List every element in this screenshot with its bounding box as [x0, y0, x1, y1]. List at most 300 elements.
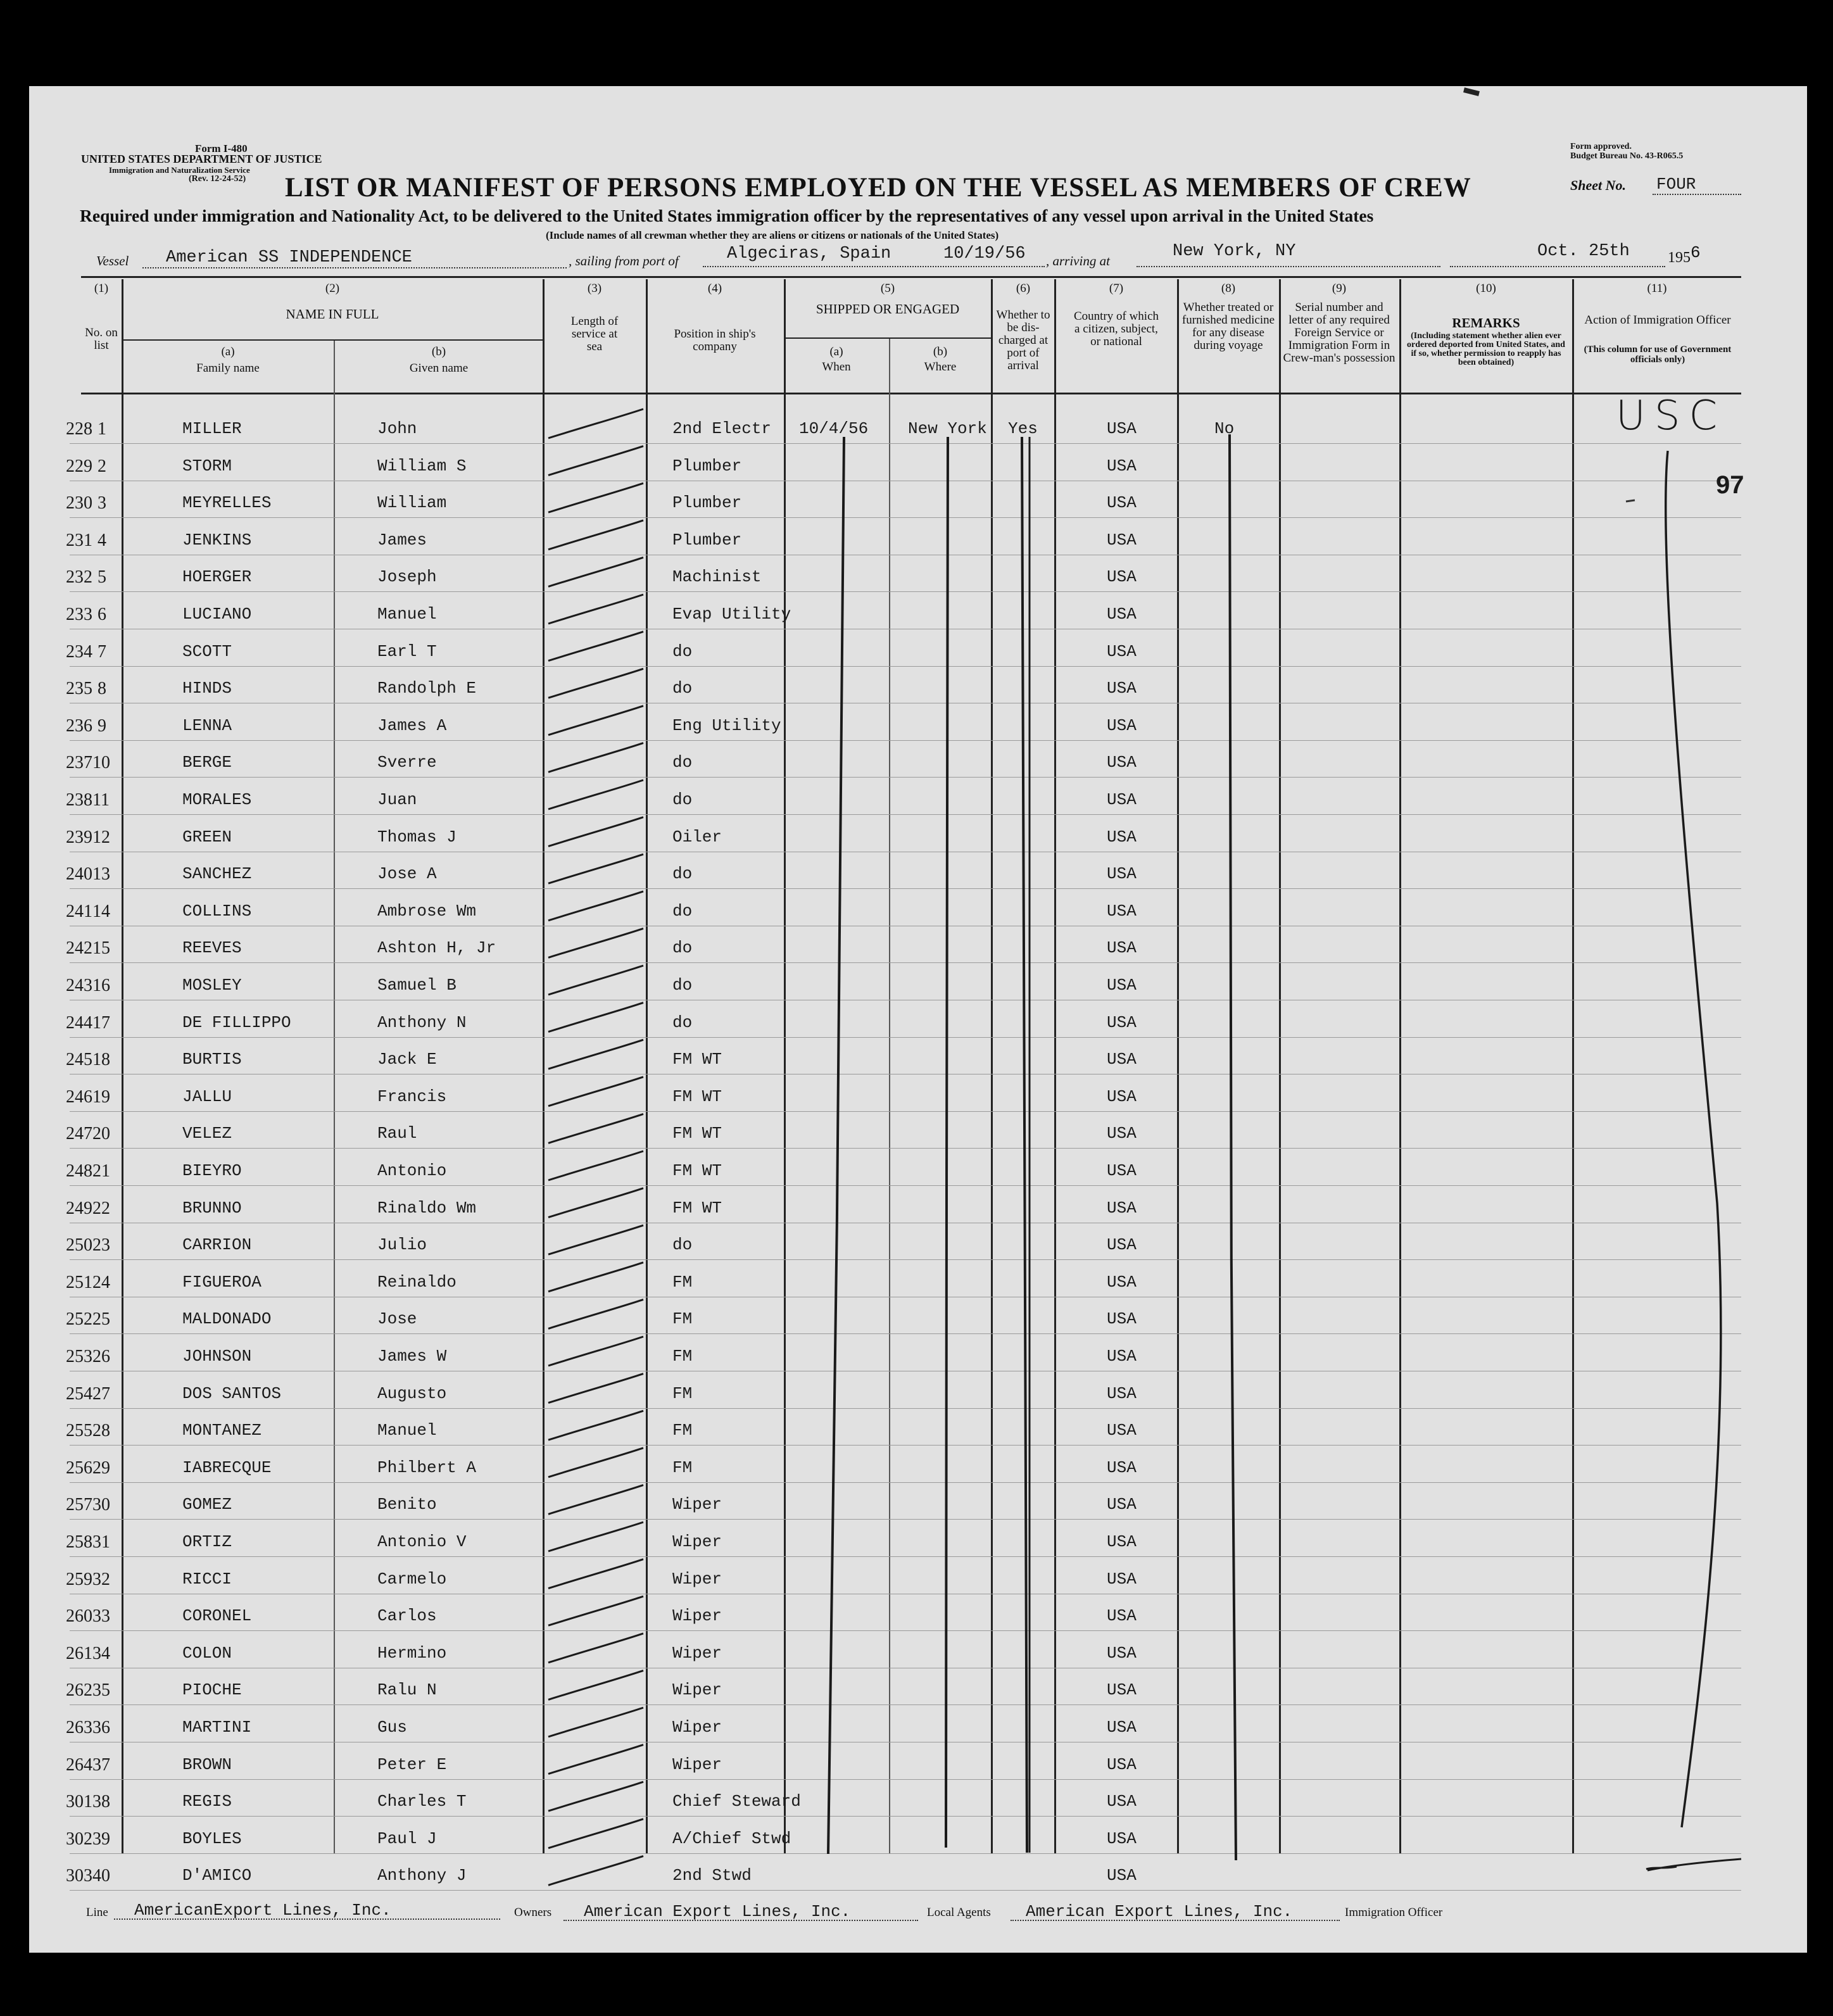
service-slash — [548, 1856, 643, 1885]
col6-heading: Whether to be dis-charged at port of arrival — [996, 308, 1050, 372]
position: FM — [672, 1458, 693, 1477]
row-sequence-number: 37 — [92, 1755, 110, 1775]
position: FM WT — [672, 1050, 722, 1069]
service-slash — [548, 1411, 643, 1440]
country: USA — [1107, 864, 1137, 884]
col11-heading: Action of Immigration Officer — [1584, 313, 1731, 327]
position: 2nd Stwd — [672, 1866, 752, 1886]
country: USA — [1107, 1050, 1137, 1069]
position: FM WT — [672, 1087, 722, 1106]
row-sequence-number: 13 — [92, 864, 110, 885]
family-name: BIEYRO — [182, 1161, 242, 1180]
country: USA — [1107, 456, 1137, 476]
row-sequence-number: 17 — [92, 1012, 110, 1033]
row-list-number: 258 — [66, 1532, 92, 1552]
include-note: (Include names of all crewman whether they are aliens or citizens or nationals of the United States) — [546, 229, 999, 241]
col8-number: (8) — [1221, 282, 1236, 295]
position: Chief Steward — [672, 1792, 801, 1811]
service-slash — [548, 817, 643, 847]
row-list-number: 239 — [66, 827, 92, 847]
given-name: Anthony N — [377, 1012, 467, 1032]
col10-note: (Including statement whether alien ever ordered deported from United States, and if so, whether permission to reapply has been obtained) — [1407, 331, 1565, 367]
col10-heading: REMARKS — [1452, 315, 1520, 331]
line-label: Line — [86, 1906, 108, 1919]
col2a-heading: Family name — [196, 362, 260, 375]
service-slash — [548, 780, 643, 809]
row-list-number: 246 — [66, 1087, 92, 1107]
country: USA — [1107, 1606, 1137, 1626]
arrival-date: Oct. 25th — [1537, 242, 1630, 261]
family-name: ORTIZ — [182, 1532, 232, 1551]
service-slash — [548, 854, 643, 883]
vessel-name: American SS INDEPENDENCE — [166, 248, 412, 267]
page-subtitle: Required under immigration and Nationality Act, to be delivered to the United States immigration officer by the representatives of any vessel upon arrival in the United States — [80, 206, 1374, 225]
service-slash — [548, 1485, 643, 1514]
given-name: Manuel — [377, 605, 437, 624]
family-name: CARRION — [182, 1235, 252, 1255]
form-number: Form I-480 — [195, 142, 248, 154]
position: do — [672, 641, 693, 661]
position: do — [672, 976, 693, 995]
row-list-number: 260 — [66, 1606, 92, 1627]
col2b-heading: Given name — [409, 362, 469, 375]
given-name: Carlos — [377, 1606, 437, 1626]
discharged: Yes — [1008, 419, 1038, 438]
given-name: John — [377, 419, 417, 438]
country: USA — [1107, 679, 1137, 698]
row-list-number: 245 — [66, 1050, 92, 1070]
row-list-number: 233 — [66, 605, 92, 624]
service-slash — [548, 1188, 643, 1218]
row-sequence-number: 39 — [92, 1829, 110, 1849]
family-name: SCOTT — [182, 641, 232, 661]
family-name: BURTIS — [182, 1050, 242, 1069]
row-list-number: 301 — [66, 1792, 92, 1812]
given-name: William — [377, 493, 447, 513]
smudge-top — [1464, 90, 1479, 94]
row-list-number: 229 — [66, 456, 92, 476]
position: Plumber — [672, 530, 742, 550]
arrival-port: New York, NY — [1173, 242, 1296, 261]
given-name: Paul J — [377, 1829, 437, 1848]
country: USA — [1107, 1161, 1137, 1180]
position: do — [672, 753, 693, 772]
country: USA — [1107, 1235, 1137, 1255]
position: Evap Utility — [672, 605, 791, 624]
given-name: James W — [377, 1347, 447, 1366]
given-name: Francis — [377, 1087, 447, 1106]
service-slash — [548, 632, 643, 661]
service-slash — [548, 669, 643, 698]
row-list-number: 257 — [66, 1495, 92, 1515]
family-name: LENNA — [182, 715, 232, 735]
family-name: REGIS — [182, 1792, 232, 1811]
row-list-number: 252 — [66, 1309, 92, 1330]
service-slash — [548, 1708, 643, 1737]
country: USA — [1107, 827, 1137, 847]
family-name: IABRECQUE — [182, 1458, 272, 1477]
small-dash — [1626, 500, 1635, 501]
service-slash — [548, 1151, 643, 1180]
row-list-number: 262 — [66, 1680, 92, 1701]
row-sequence-number: 40 — [92, 1866, 110, 1886]
row-sequence-number: 10 — [92, 753, 110, 773]
position: do — [672, 790, 693, 809]
row-list-number: 253 — [66, 1347, 92, 1366]
year-suffix: 6 — [1691, 243, 1701, 262]
row-sequence-number: 8 — [98, 679, 106, 699]
col2-heading: NAME IN FULL — [286, 306, 379, 322]
country: USA — [1107, 1272, 1137, 1292]
service-slash — [548, 1782, 643, 1811]
given-name: Gus — [377, 1718, 407, 1737]
row-list-number: 237 — [66, 753, 92, 773]
col1-heading: No. on list — [85, 326, 118, 352]
row-list-number: 235 — [66, 679, 92, 699]
col5a-heading: When — [822, 360, 851, 374]
country: USA — [1107, 1347, 1137, 1366]
service-length-slashes — [548, 409, 643, 1885]
departure-date: 10/19/56 — [943, 244, 1026, 263]
country: USA — [1107, 1309, 1137, 1329]
position: Wiper — [672, 1495, 722, 1515]
row-sequence-number: 20 — [92, 1124, 110, 1144]
row-sequence-number: 14 — [92, 901, 110, 921]
owners-underline — [564, 1920, 918, 1921]
family-name: BERGE — [182, 753, 232, 772]
country: USA — [1107, 1829, 1137, 1848]
country: USA — [1107, 1718, 1137, 1737]
position: FM WT — [672, 1124, 722, 1143]
row-sequence-number: 31 — [92, 1532, 110, 1552]
service-slash — [548, 1448, 643, 1477]
owners: American Export Lines, Inc. — [584, 1902, 851, 1921]
row-list-number: 261 — [66, 1643, 92, 1663]
country: USA — [1107, 1198, 1137, 1218]
officer-label: Immigration Officer — [1345, 1906, 1443, 1919]
position: 2nd Electr — [672, 419, 772, 438]
row-list-number: 241 — [66, 901, 92, 921]
row-sequence-number: 24 — [92, 1272, 110, 1292]
col4-number: (4) — [707, 282, 722, 295]
service-slash — [548, 1670, 643, 1699]
given-name: Ralu N — [377, 1680, 437, 1700]
family-name: RICCI — [182, 1569, 232, 1589]
row-sequence-number: 33 — [92, 1606, 110, 1627]
service-slash — [548, 1077, 643, 1106]
col9-number: (9) — [1332, 282, 1347, 295]
family-name: GREEN — [182, 827, 232, 847]
row-sequence-number: 35 — [92, 1680, 110, 1701]
country: USA — [1107, 1124, 1137, 1143]
position: do — [672, 1235, 693, 1255]
service-slash — [548, 557, 643, 586]
given-name: Hermino — [377, 1643, 447, 1663]
service-slash — [548, 706, 643, 735]
sheet-number: FOUR — [1656, 175, 1696, 194]
col2a-number: (a) — [221, 345, 235, 358]
form-revision: (Rev. 12-24-52) — [189, 174, 246, 184]
row-sequence-number: 16 — [92, 976, 110, 995]
service-slash — [548, 595, 643, 624]
country: USA — [1107, 1012, 1137, 1032]
position: Oiler — [672, 827, 722, 847]
position: do — [672, 938, 693, 958]
given-name: Carmelo — [377, 1569, 447, 1589]
row-sequence-number: 27 — [92, 1383, 110, 1404]
position: FM — [672, 1272, 693, 1292]
family-name: JENKINS — [182, 530, 252, 550]
given-name: Peter E — [377, 1755, 447, 1774]
shipped-when: 10/4/56 — [799, 419, 869, 438]
country: USA — [1107, 790, 1137, 809]
position: Wiper — [672, 1643, 722, 1663]
family-name: BOYLES — [182, 1829, 242, 1848]
col5b-heading: Where — [924, 360, 957, 374]
country: USA — [1107, 901, 1137, 921]
discharge-ditto-line-1 — [1022, 437, 1027, 1853]
row-list-number: 303 — [66, 1866, 92, 1886]
owners-label: Owners — [514, 1906, 552, 1919]
local-agents: American Export Lines, Inc. — [1026, 1902, 1293, 1921]
country: USA — [1107, 1569, 1137, 1589]
row-list-number: 259 — [66, 1569, 92, 1589]
family-name: D'AMICO — [182, 1866, 252, 1886]
service-slash — [548, 1559, 643, 1589]
officer-bracket — [1666, 451, 1721, 1827]
agents-underline — [1011, 1920, 1340, 1921]
country: USA — [1107, 1680, 1137, 1700]
given-name: William S — [377, 456, 467, 476]
family-name: MOSLEY — [182, 976, 242, 995]
position: Plumber — [672, 493, 742, 513]
country: USA — [1107, 1643, 1137, 1663]
family-name: BRUNNO — [182, 1198, 242, 1218]
row-sequence-number: 23 — [92, 1235, 110, 1256]
country: USA — [1107, 976, 1137, 995]
country: USA — [1107, 1866, 1137, 1886]
row-list-number: 263 — [66, 1718, 92, 1737]
given-name: Manuel — [377, 1421, 437, 1440]
row-sequence-number: 25 — [92, 1309, 110, 1330]
position: FM — [672, 1421, 693, 1440]
country: USA — [1107, 567, 1137, 587]
given-name: Rinaldo Wm — [377, 1198, 477, 1218]
given-name: Philbert A — [377, 1458, 477, 1477]
row-list-number: 251 — [66, 1272, 92, 1292]
sailing-label: , sailing from port of — [569, 253, 679, 268]
position: Wiper — [672, 1680, 722, 1700]
col2-number: (2) — [325, 282, 340, 295]
family-name: COLON — [182, 1643, 232, 1663]
position: FM — [672, 1347, 693, 1366]
row-list-number: 250 — [66, 1235, 92, 1256]
service-slash — [548, 966, 643, 995]
shipping-line: AmericanExport Lines, Inc. — [134, 1901, 391, 1920]
col5a-number: (a) — [829, 345, 843, 358]
service-slash — [548, 1225, 643, 1254]
col8-heading: Whether treated or furnished medicine for any disease during voyage — [1181, 301, 1275, 352]
service-slash — [548, 1374, 643, 1403]
service-slash — [548, 1299, 643, 1328]
col3-heading: Length of service at sea — [570, 315, 619, 353]
col5b-number: (b) — [933, 345, 948, 358]
country: USA — [1107, 1421, 1137, 1440]
service-slash — [548, 1003, 643, 1032]
country: USA — [1107, 715, 1137, 735]
family-name: DOS SANTOS — [182, 1383, 282, 1403]
given-name: Raul — [377, 1124, 417, 1143]
service-slash — [548, 928, 643, 957]
position: do — [672, 864, 693, 884]
country: USA — [1107, 419, 1137, 438]
row-list-number: 240 — [66, 864, 92, 885]
arriving-label: , arriving at — [1046, 253, 1110, 268]
family-name: FIGUEROA — [182, 1272, 261, 1292]
row-sequence-number: 28 — [92, 1421, 110, 1441]
position: A/Chief Stwd — [672, 1829, 791, 1848]
row-sequence-number: 32 — [92, 1569, 110, 1589]
family-name: BROWN — [182, 1755, 232, 1774]
given-name: Benito — [377, 1495, 437, 1515]
shipped-where: New York — [908, 419, 987, 438]
row-sequence-number: 5 — [98, 567, 106, 588]
given-name: Joseph — [377, 567, 437, 587]
given-name: Ambrose Wm — [377, 901, 477, 921]
country: USA — [1107, 938, 1137, 958]
col9-heading: Serial number and letter of any required Foreign Service or Immigration Form in Crew-man's possession — [1283, 301, 1395, 365]
family-name: MARTINI — [182, 1718, 252, 1737]
position: Machinist — [672, 567, 762, 587]
row-list-number: 264 — [66, 1755, 92, 1775]
row-list-number: 234 — [66, 641, 92, 662]
page-title: LIST OR MANIFEST OF PERSONS EMPLOYED ON THE VESSEL AS MEMBERS OF CREW — [285, 173, 1471, 203]
service-slash — [548, 483, 643, 512]
country: USA — [1107, 493, 1137, 513]
col11-note: (This column for use of Government officials only) — [1584, 344, 1732, 365]
position: do — [672, 1012, 693, 1032]
given-name: Charles T — [377, 1792, 467, 1811]
country: USA — [1107, 1458, 1137, 1477]
given-name: James A — [377, 715, 447, 735]
family-name: GOMEZ — [182, 1495, 232, 1515]
position: Plumber — [672, 456, 742, 476]
family-name: STORM — [182, 456, 232, 476]
row-sequence-number: 6 — [98, 605, 106, 624]
given-name: Ashton H, Jr — [377, 938, 496, 958]
form-approved: Form approved. — [1570, 142, 1632, 151]
department-name: UNITED STATES DEPARTMENT OF JUSTICE — [81, 153, 322, 165]
row-sequence-number: 29 — [92, 1458, 110, 1478]
service-slash — [548, 1114, 643, 1143]
row-list-number: 249 — [66, 1198, 92, 1218]
family-name: MORALES — [182, 790, 252, 809]
family-name: MONTANEZ — [182, 1421, 261, 1440]
sheet-label: Sheet No. — [1570, 177, 1626, 193]
row-list-number: 302 — [66, 1829, 92, 1849]
row-list-number: 255 — [66, 1421, 92, 1441]
service-slash — [548, 743, 643, 772]
position: do — [672, 901, 693, 921]
family-name: LUCIANO — [182, 605, 252, 624]
medicine: No — [1214, 419, 1235, 438]
row-sequence-number: 22 — [92, 1198, 110, 1218]
service-slash — [548, 1819, 643, 1848]
given-name: Thomas J — [377, 827, 457, 847]
given-name: James — [377, 530, 427, 550]
row-sequence-number: 19 — [92, 1087, 110, 1107]
col2b-number: (b) — [431, 345, 446, 358]
col10-number: (10) — [1476, 282, 1496, 295]
given-name: Reinaldo — [377, 1272, 457, 1292]
row-sequence-number: 26 — [92, 1347, 110, 1366]
service-slash — [548, 1337, 643, 1366]
country: USA — [1107, 1495, 1137, 1515]
country: USA — [1107, 1792, 1137, 1811]
row-sequence-number: 12 — [92, 827, 110, 847]
given-name: Sverre — [377, 753, 437, 772]
row-list-number: 244 — [66, 1012, 92, 1033]
given-name: Antonio V — [377, 1532, 467, 1551]
row-sequence-number: 11 — [92, 790, 110, 810]
family-name: HINDS — [182, 679, 232, 698]
row-list-number: 230 — [66, 493, 92, 513]
position: Wiper — [672, 1755, 722, 1774]
row-sequence-number: 7 — [98, 641, 106, 662]
country: USA — [1107, 753, 1137, 772]
position: do — [672, 679, 693, 698]
page-number: 97 — [1716, 471, 1744, 499]
country: USA — [1107, 641, 1137, 661]
given-name: Augusto — [377, 1383, 447, 1403]
position: Eng Utility — [672, 715, 781, 735]
col1-number: (1) — [94, 282, 109, 295]
col7-heading: Country of which a citizen, subject, or national — [1073, 310, 1159, 348]
country: USA — [1107, 605, 1137, 624]
given-name: Juan — [377, 790, 417, 809]
family-name: HOERGER — [182, 567, 252, 587]
family-name: COLLINS — [182, 901, 252, 921]
service-slash — [548, 1596, 643, 1625]
row-list-number: 256 — [66, 1458, 92, 1478]
row-sequence-number: 34 — [92, 1643, 110, 1663]
service-slash — [548, 446, 643, 476]
position: FM — [672, 1309, 693, 1329]
service-slash — [548, 409, 643, 438]
position: FM WT — [672, 1198, 722, 1218]
service-slash — [548, 520, 643, 550]
row-sequence-number: 18 — [92, 1050, 110, 1070]
service-slash — [548, 1745, 643, 1774]
position: Wiper — [672, 1606, 722, 1626]
col5-number: (5) — [880, 282, 895, 295]
row-sequence-number: 21 — [92, 1161, 110, 1181]
given-name: Julio — [377, 1235, 427, 1255]
family-name: VELEZ — [182, 1124, 232, 1143]
service-slash — [548, 891, 643, 921]
agents-label: Local Agents — [927, 1906, 991, 1919]
vessel-label: Vessel — [96, 253, 129, 268]
country: USA — [1107, 1755, 1137, 1774]
given-name: Anthony J — [377, 1866, 467, 1886]
family-name: MEYRELLES — [182, 493, 272, 513]
row-sequence-number: 9 — [98, 715, 106, 736]
row-list-number: 254 — [66, 1383, 92, 1404]
position: Wiper — [672, 1532, 722, 1551]
country: USA — [1107, 530, 1137, 550]
given-name: Earl T — [377, 641, 437, 661]
family-name: PIOCHE — [182, 1680, 242, 1700]
